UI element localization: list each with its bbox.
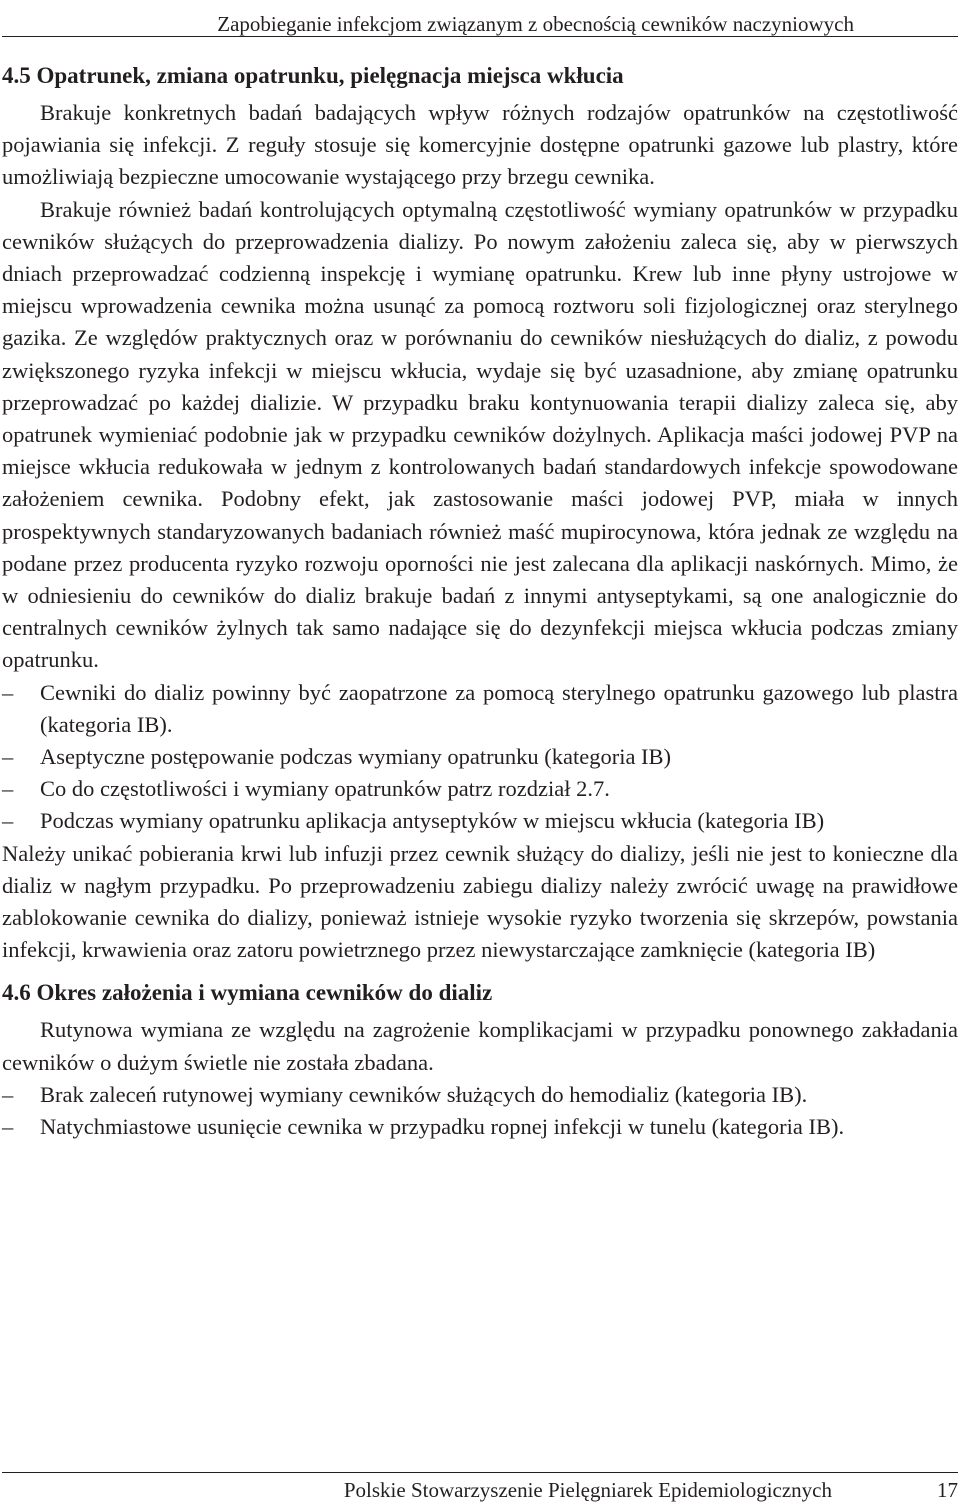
footer-organization: Polskie Stowarzyszenie Pielęgniarek Epidemiologicznych — [343, 1478, 832, 1502]
running-footer — [2, 1472, 958, 1503]
running-header-title: Zapobieganie infekcjom związanym z obecnością cewników naczyniowych — [217, 12, 854, 36]
section-4-5-heading: 4.5 Opatrunek, zmiana opatrunku, pielęgnacja miejsca wkłucia — [2, 63, 624, 88]
section-4-5-recommendation-list — [2, 677, 958, 838]
section-4-5-paragraph-2: Brakuje również badań kontrolujących optymalną częstotliwość wymiany opatrunków w przypadku cewników służących do przeprowadzenia dializy. Po nowym założeniu zaleca się, aby w pierwszych dniach przeprowadzać codzienną inspekcję i wymianę opatrunku. Krew lub inne płyny ustrojowe w miejscu wprowadzenia cewnika można usunąć za pomocą roztworu soli fizjologicznej oraz sterylnego gazika. Ze względów praktycznych oraz w porównaniu do cewników niesłużących do dializ, z powodu zwiększonego ryzyka infekcji w miejscu wkłucia, wydaje się być uzasadnione, aby zmianę opatrunku przeprowadzać po każdej dializie. W przypadku braku kontynuowania terapii dializy zaleca się, aby opatrunek wymieniać podobnie jak w przypadku cewników dożylnych. Aplikacja maści jodowej PVP na miejsce wkłucia redukowała w jednym z kontrolowanych badań standardowych infekcje spowodowane założeniem cewnika. Podobny efekt, jak zastosowanie maści jodowej PVP, miała w innych prospektywnych standaryzowanych badaniach również maść mupirocynowa, która jednak ze względu na podane przez producenta ryzyko rozwoju oporności nie jest zalecana dla aplikacji naskórnych. Mimo, że w odniesieniu do cewników do dializ brakuje badań z innymi antyseptykami, są one analogicznie do centralnych cewników żylnych tak samo nadające się do dezynfekcji miejsca wkłucia podczas zmiany opatrunku. — [2, 196, 958, 673]
recommendation-item: – Podczas wymiany opatrunku aplikacja antyseptyków w miejscu wkłucia (kategoria IB) — [2, 805, 958, 837]
page-number: 17 — [937, 1478, 958, 1502]
section-4-6 — [2, 978, 958, 1143]
section-4-6-heading: 4.6 Okres założenia i wymiana cewników do dializ — [2, 980, 493, 1006]
section-4-5-paragraph-3: Należy unikać pobierania krwi lub infuzji przez cewnik służący do dializy, jeśli nie jest to konieczne dla dializ w nagłym przypadku. Po przeprowadzeniu zabiegu dializy należy zwrócić uwagę na prawidłowe zablokowanie cewnika do dializy, ponieważ istnieje wysokie ryzyko tworzenia się skrzepów, powstania infekcji, krwawienia oraz zatoru powietrznego przez niewystarczające zamknięcie (kategoria IB) — [2, 840, 958, 963]
recommendation-item: – Natychmiastowe usunięcie cewnika w przypadku ropnej infekcji w tunelu (kategoria IB). — [2, 1111, 958, 1143]
recommendation-item: – Cewniki do dializ powinny być zaopatrzone za pomocą sterylnego opatrunku gazowego lub plastra (kategoria IB). — [2, 677, 958, 741]
section-4-6-paragraph-1: Rutynowa wymiana ze względu na zagrożenie komplikacjami w przypadku ponownego zakładania cewników o dużym świetle nie została zbadana. — [2, 1017, 958, 1075]
recommendation-item: – Brak zaleceń rutynowej wymiany cewników służących do hemodializ (kategoria IB). — [2, 1079, 958, 1111]
recommendation-item: – Aseptyczne postępowanie podczas wymiany opatrunku (kategoria IB) — [2, 741, 958, 773]
section-4-5 — [2, 61, 958, 966]
section-4-6-recommendation-list — [2, 1079, 958, 1143]
page-content — [2, 37, 958, 1143]
recommendation-item: – Co do częstotliwości i wymiany opatrunków patrz rozdział 2.7. — [2, 773, 958, 805]
section-4-5-paragraph-1: Brakuje konkretnych badań badających wpływ różnych rodzajów opatrunków na częstotliwość pojawiania się infekcji. Z reguły stosuje się komercyjnie dostępne opatrunki gazowe lub plastry, które umożliwiają bezpieczne umocowanie wystającego przy brzegu cewnika. — [2, 100, 958, 190]
running-header — [2, 0, 958, 37]
